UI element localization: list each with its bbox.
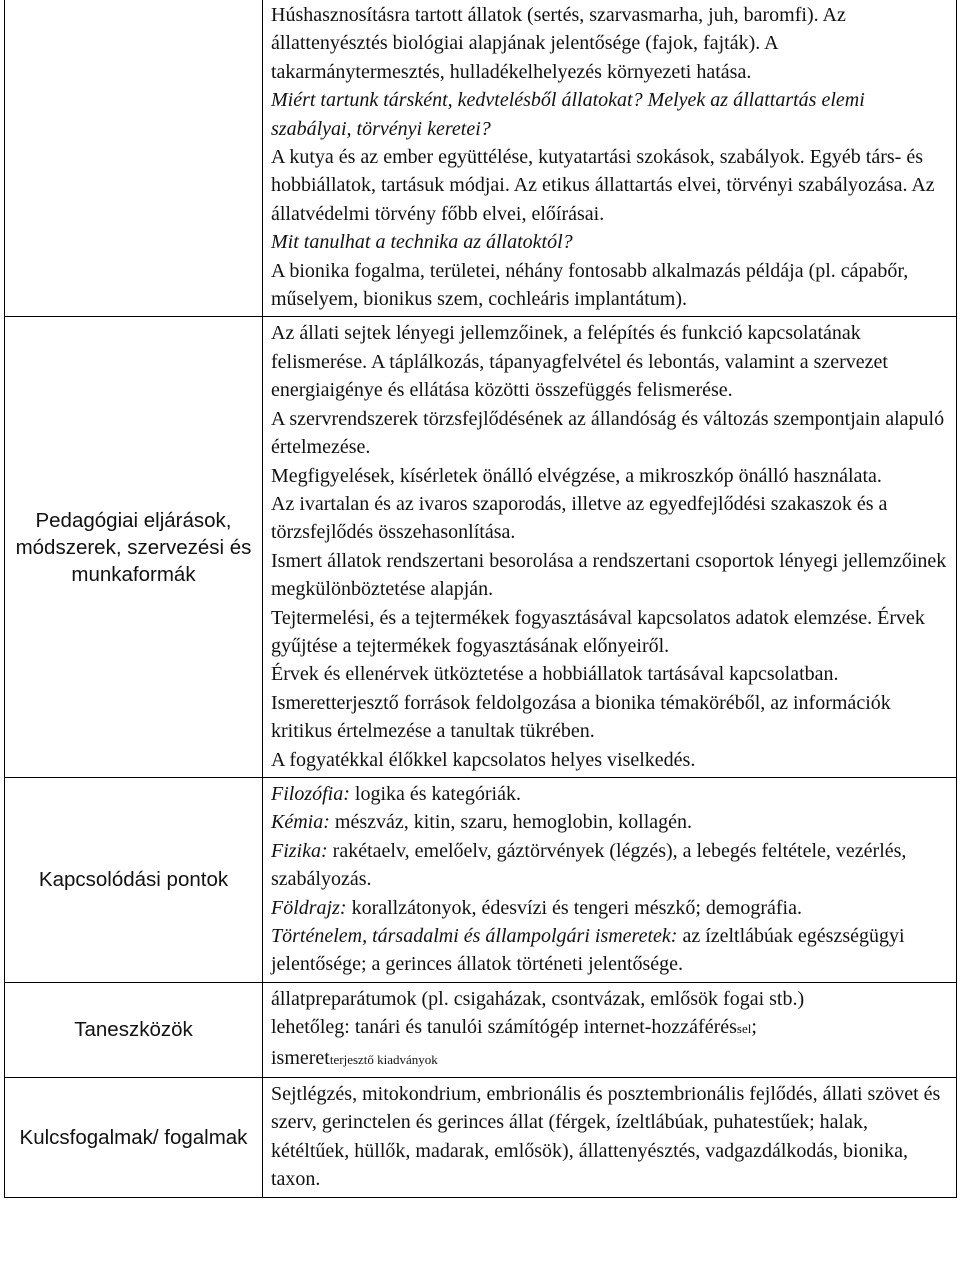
method-item: Tejtermelési, és a tejtermékek fogyasztásával kapcsolatos adatok elemzése. Érvek gyűjtése a tejtermékek fogyasztásának előnyeiről. xyxy=(271,606,925,657)
tool-text-small: sel xyxy=(736,1021,752,1037)
subject-name: Filozófia: xyxy=(271,782,350,805)
connection-item xyxy=(271,922,950,979)
connection-item xyxy=(271,808,950,836)
method-item: Ismeretterjesztő források feldolgozása a bionika témaköréből, az információk kritikus értelmezése a tanultak tükrében. xyxy=(271,691,891,743)
connection-item xyxy=(271,780,950,808)
tool-text: lehetőleg: tanári és tanulói számítógép internet-hozzáférés xyxy=(271,1016,737,1039)
paragraph: A kutya és az ember együttélése, kutyatartási szokások, szabályok. Egyéb társ- és hobbiállatok, tartásuk módjai. Az etikus állattartás elvei, törvényi szabályozása. Az állatvédelmi törvény főbb elvei, előírásai. xyxy=(271,146,935,225)
tool-text-end: ; xyxy=(751,1016,757,1039)
row-label-empty xyxy=(5,0,263,317)
tool-text: ismeret xyxy=(271,1046,330,1069)
method-item: Megfigyelések, kísérletek önálló elvégzése, a mikroszkóp önálló használata. xyxy=(271,464,882,487)
method-item: A fogyatékkal élőkkel kapcsolatos helyes viselkedés. xyxy=(271,748,696,771)
connection-text: logika és kategóriák. xyxy=(349,782,521,805)
method-item: Az ivartalan és az ivaros szaporodás, illetve az egyedfejlődési szakaszok és a törzsfejlődés összehasonlítása. xyxy=(271,492,888,544)
table-row-tools xyxy=(5,982,957,1077)
curriculum-table xyxy=(4,0,957,1198)
tool-item xyxy=(271,1044,950,1074)
keywords-cell xyxy=(263,1078,957,1198)
table-row-connections xyxy=(5,777,957,982)
method-item: A szervrendszerek törzsfejlődésének az állandóság és változás szempontjain alapuló értelmezése. xyxy=(271,407,945,459)
table-row-keywords xyxy=(5,1078,957,1198)
connection-item xyxy=(271,894,950,922)
subject-name: Történelem, társadalmi és állampolgári ismeretek: xyxy=(271,925,678,947)
table-row-content-continuation xyxy=(5,0,957,317)
subject-name: Földrajz: xyxy=(271,896,347,919)
connection-text: mészváz, kitin, szaru, hemoglobin, kollagén. xyxy=(329,811,693,834)
keywords-text: Sejtlégzés, mitokondrium, embrionális és posztembrionális fejlődés, állati szövet és szerv, gerinctelen és gerinces állat (férgek, ízeltlábúak, puhatestűek; halak, kétéltűek, hüllők, madarak, emlősök), állattenyésztés, vadgazdálkodás, bionika, taxon. xyxy=(271,1083,941,1191)
tools-cell xyxy=(263,982,957,1077)
connection-text: az ízeltlábúak egészségügyi jelentősége; a gerinces állatok történeti jelentősége. xyxy=(271,925,905,976)
row-label-connections: Kapcsolódási pontok xyxy=(5,777,263,982)
content-cell xyxy=(263,0,957,317)
method-item: Ismert állatok rendszertani besorolása a rendszertani csoportok lényegi jellemzőinek megkülönböztetése alapján. xyxy=(271,549,947,601)
connections-cell xyxy=(263,777,957,982)
method-item: Érvek és ellenérvek ütköztetése a hobbiállatok tartásával kapcsolatban. xyxy=(271,663,839,686)
connection-text: korallzátonyok, édesvízi és tengeri mészkő; demográfia. xyxy=(346,896,802,919)
paragraph: Húshasznosításra tartott állatok (sertés, szarvasmarha, juh, baromfi). Az állattenyésztés biológiai alapjának jelentősége (fajok, fajták). A takarmánytermesztés, hulladékelhelyezés környezeti hatása. xyxy=(271,4,846,83)
subject-name: Kémia: xyxy=(271,811,330,834)
tool-text-small: terjesztő kiadványok xyxy=(329,1051,438,1067)
methods-cell xyxy=(263,317,957,778)
connection-item xyxy=(271,837,950,894)
subject-name: Fizika: xyxy=(271,839,328,862)
guiding-question: Mit tanulhat a technika az állatoktól? xyxy=(271,231,573,254)
method-item: Az állati sejtek lényegi jellemzőinek, a felépítés és funkció kapcsolatának felismerése. A táplálkozás, tápanyagfelvétel és lebontás, valamint a szervezet energiaigénye és ellátása közötti összefüggés felismerése. xyxy=(271,322,888,402)
connection-text: rakétaelv, emelőelv, gáztörvények (légzés), a lebegés feltétele, vezérlés, szabályozás. xyxy=(271,839,907,891)
paragraph: A bionika fogalma, területei, néhány fontosabb alkalmazás példája (pl. cápabőr, műselyem, bionikus szem, cochleáris implantátum). xyxy=(271,259,909,311)
row-label-methods: Pedagógiai eljárások, módszerek, szervezési és munkaformák xyxy=(5,317,263,778)
table-row-methods xyxy=(5,317,957,778)
row-label-keywords: Kulcsfogalmak/ fogalmak xyxy=(5,1078,263,1198)
guiding-question: Miért tartunk társként, kedvtelésből állatokat? Melyek az állattartás elemi szabályai, törvényi keretei? xyxy=(271,89,865,140)
tool-item: állatpreparátumok (pl. csigaházak, csontvázak, emlősök fogai stb.) xyxy=(271,987,805,1010)
row-label-tools: Taneszközök xyxy=(5,982,263,1077)
tool-item xyxy=(271,1013,950,1043)
